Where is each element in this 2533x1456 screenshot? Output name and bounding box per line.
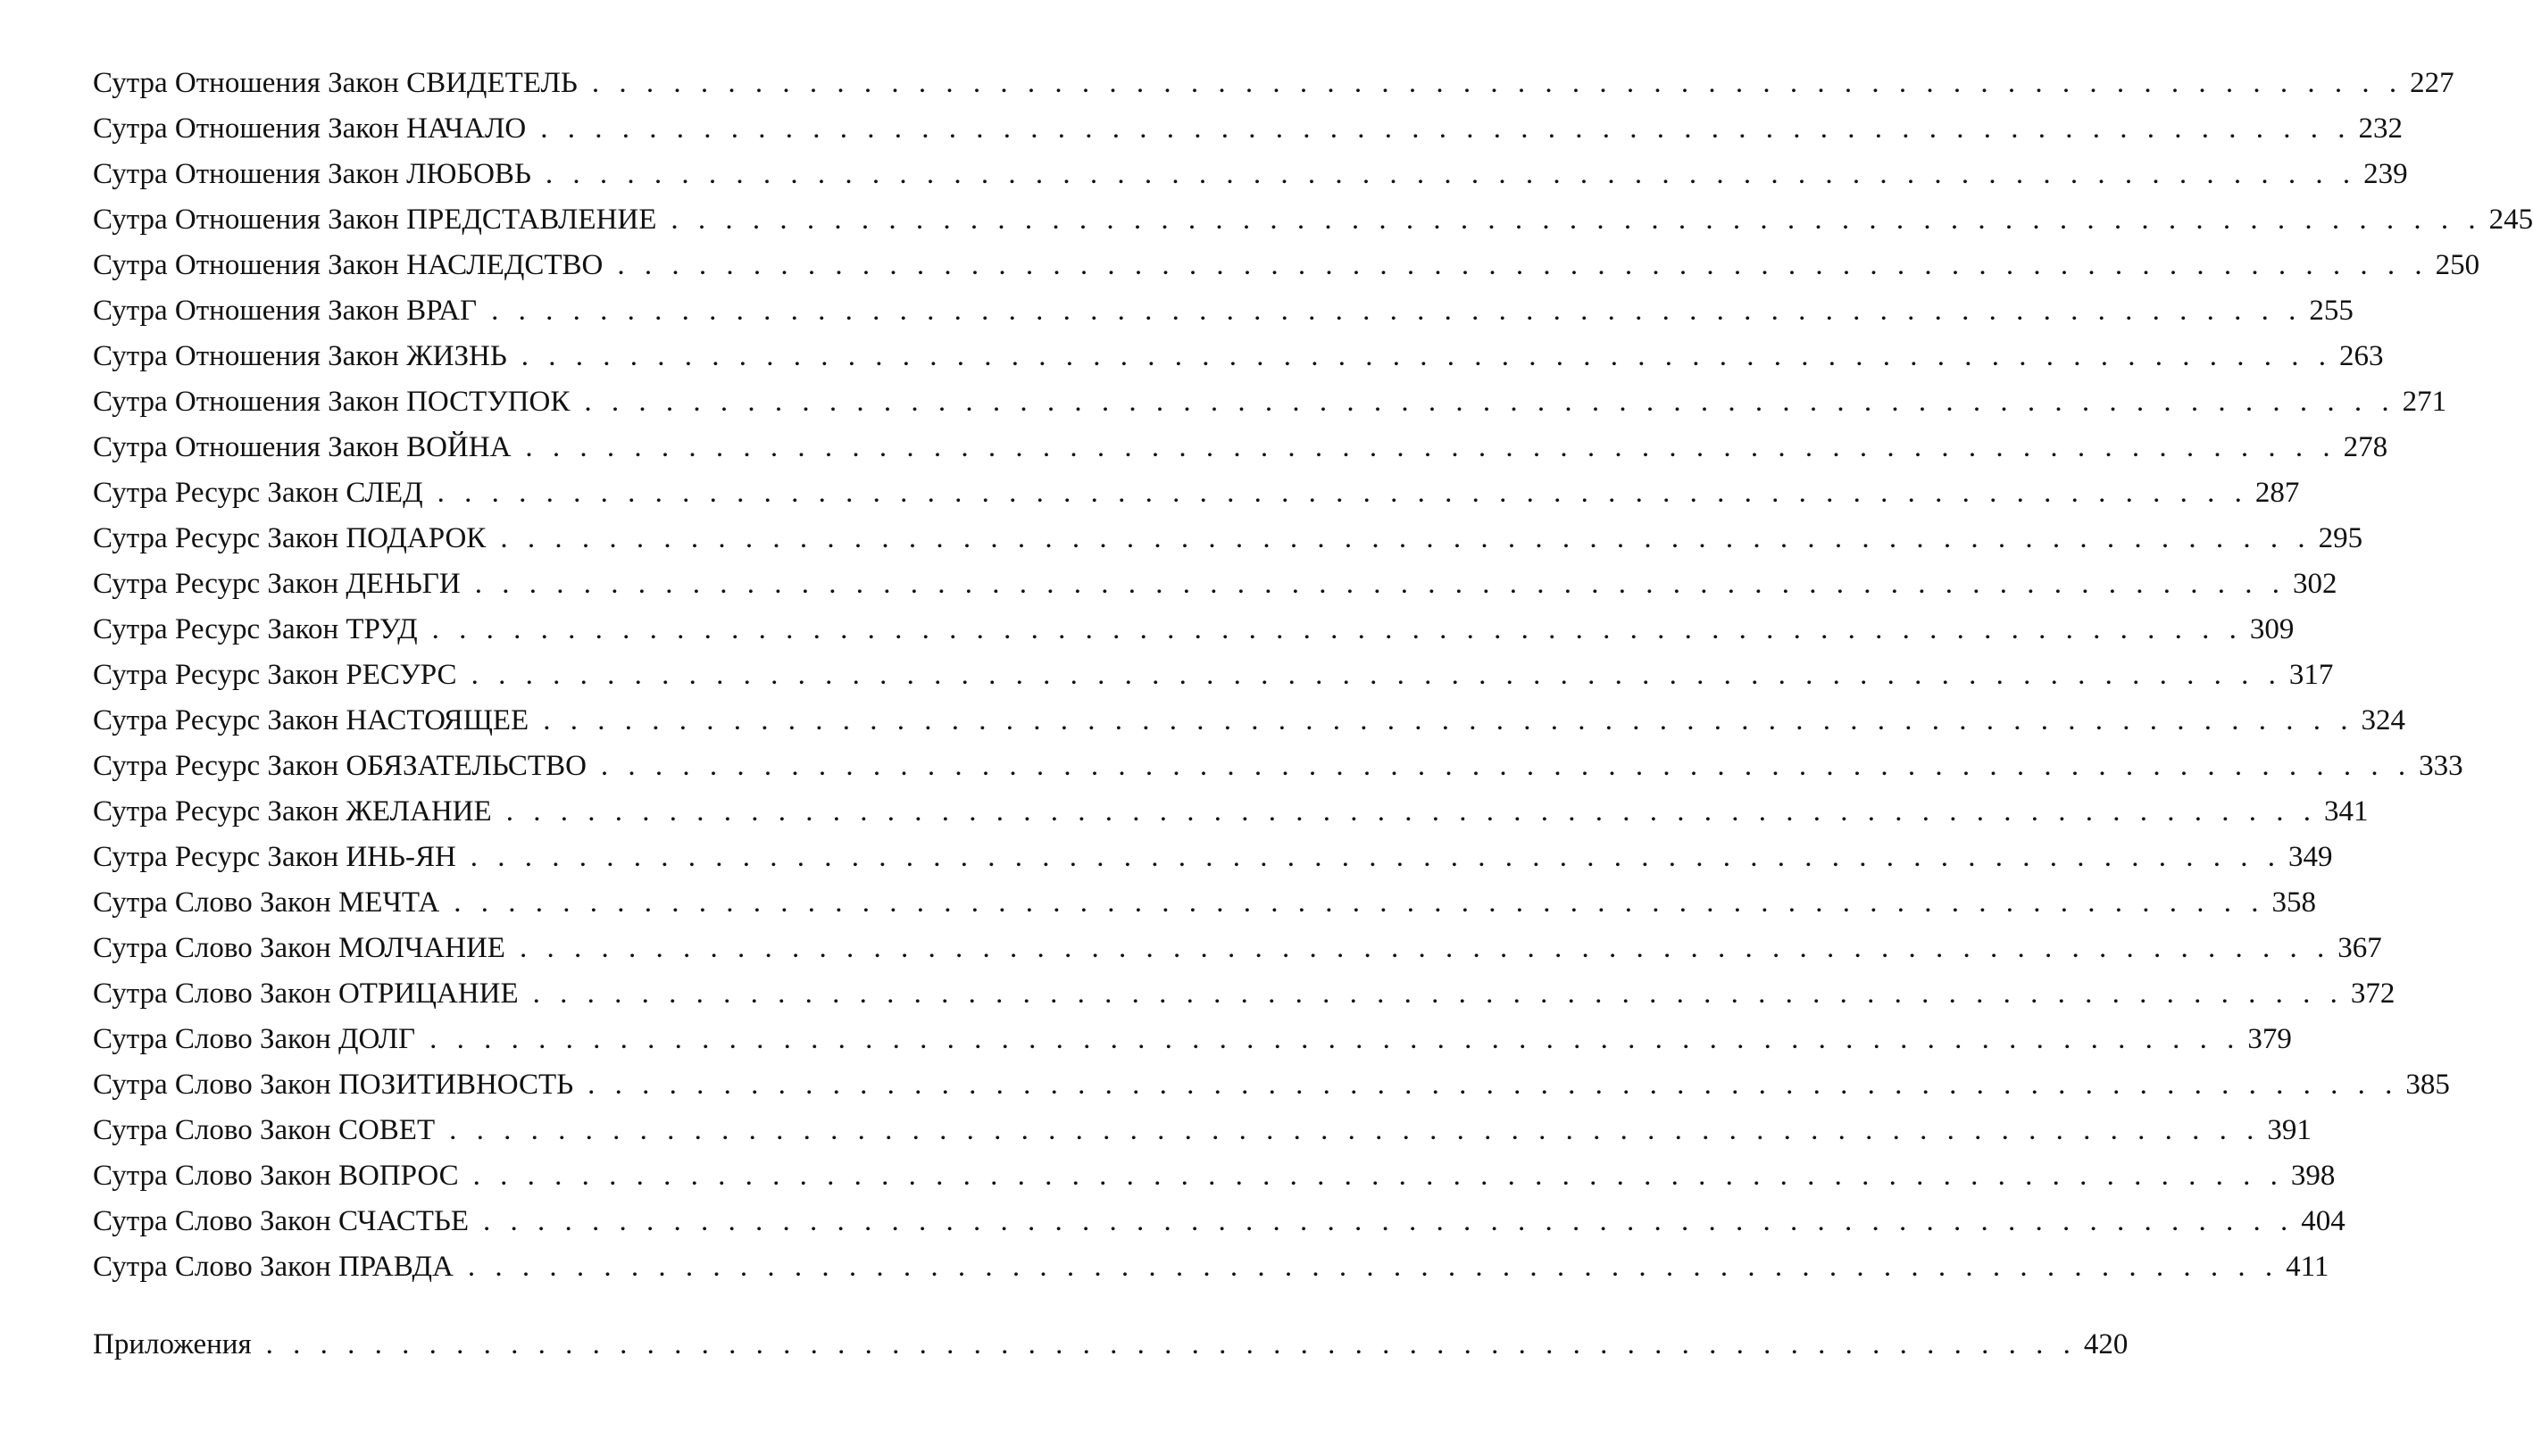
toc-dot-leader: . . . . . . . . . . . . . . . . . . . . . . . . . . . . . . . . . . . . . . . . . . . . . . . . . . . . . . . . . . . . . . . . . . . — [454, 886, 2265, 919]
toc-dot-leader: . . . . . . . . . . . . . . . . . . . . . . . . . . . . . . . . . . . . . . . . . . . . . . . . . . . . . . . . . . . . . . . . . . . — [525, 431, 2337, 463]
toc-entry-page: 263 — [2339, 340, 2384, 372]
toc-entry — [93, 1199, 2346, 1244]
toc-entry-page: 317 — [2288, 659, 2334, 691]
toc-entry — [93, 926, 2382, 971]
toc-entry — [93, 562, 2337, 607]
toc-entry-page: 227 — [2410, 67, 2454, 99]
toc-entry-page: 379 — [2247, 1023, 2292, 1055]
toc-dot-leader: . . . . . . . . . . . . . . . . . . . . . . . . . . . . . . . . . . . . . . . . . . . . . . . . . . . . . . . . . . . . . . . . . . . — [472, 1160, 2284, 1192]
toc-entry-page: 239 — [2363, 158, 2408, 190]
toc-entry-page: 255 — [2309, 295, 2354, 327]
toc-entry-title: Сутра Ресурс Закон ТРУД — [93, 613, 418, 645]
toc-dot-leader: . . . . . . . . . . . . . . . . . . . . . . . . . . . . . . . . . . . . . . . . . . . . . . . . . . . . . . . . . . . . . . . . . . . — [265, 1328, 2077, 1360]
toc-entry — [93, 1017, 2292, 1062]
toc-entry-page: 271 — [2402, 386, 2447, 418]
toc-entry-page: 420 — [2083, 1328, 2129, 1360]
toc-entry — [93, 106, 2403, 152]
toc-entry-page: 385 — [2405, 1069, 2450, 1101]
toc-entry — [93, 516, 2363, 562]
toc-entry-title: Сутра Отношения Закон СВИДЕТЕЛЬ — [93, 67, 578, 99]
toc-entry-title: Сутра Отношения Закон ЛЮБОВЬ — [93, 158, 531, 190]
toc-entry — [93, 653, 2334, 698]
toc-entry-page: 404 — [2301, 1205, 2346, 1237]
toc-dot-leader: . . . . . . . . . . . . . . . . . . . . . . . . . . . . . . . . . . . . . . . . . . . . . . . . . . . . . . . . . . . . . . . . . . . — [491, 295, 2303, 327]
toc-dot-leader: . . . . . . . . . . . . . . . . . . . . . . . . . . . . . . . . . . . . . . . . . . . . . . . . . . . . . . . . . . . . . . . . . . . — [429, 1023, 2241, 1055]
toc-dot-leader: . . . . . . . . . . . . . . . . . . . . . . . . . . . . . . . . . . . . . . . . . . . . . . . . . . . . . . . . . . . . . . . . . . . — [600, 750, 2412, 782]
toc-entry-title: Сутра Ресурс Закон ДЕНЬГИ — [93, 568, 461, 600]
toc-entry-title: Сутра Слово Закон ВОПРОС — [93, 1160, 459, 1192]
toc-dot-leader: . . . . . . . . . . . . . . . . . . . . . . . . . . . . . . . . . . . . . . . . . . . . . . . . . . . . . . . . . . . . . . . . . . . — [505, 795, 2317, 828]
toc-entry-page: 278 — [2343, 431, 2388, 463]
toc-entry — [93, 61, 2454, 106]
toc-entry — [93, 1244, 2329, 1290]
toc-dot-leader: . . . . . . . . . . . . . . . . . . . . . . . . . . . . . . . . . . . . . . . . . . . . . . . . . . . . . . . . . . . . . . . . . . . — [483, 1205, 2295, 1237]
toc-dot-leader: . . . . . . . . . . . . . . . . . . . . . . . . . . . . . . . . . . . . . . . . . . . . . . . . . . . . . . . . . . . . . . . . . . . — [584, 386, 2396, 418]
toc-entry-title: Сутра Отношения Закон ЖИЗНЬ — [93, 340, 507, 372]
toc-dot-leader: . . . . . . . . . . . . . . . . . . . . . . . . . . . . . . . . . . . . . . . . . . . . . . . . . . . . . . . . . . . . . . . . . . . — [467, 1251, 2279, 1283]
toc-entry-title: Сутра Слово Закон ПРАВДА — [93, 1251, 454, 1283]
toc-dot-leader: . . . . . . . . . . . . . . . . . . . . . . . . . . . . . . . . . . . . . . . . . . . . . . . . . . . . . . . . . . . . . . . . . . . — [540, 112, 2352, 145]
toc-entry-page: 391 — [2267, 1114, 2312, 1146]
toc-dot-leader: . . . . . . . . . . . . . . . . . . . . . . . . . . . . . . . . . . . . . . . . . . . . . . . . . . . . . . . . . . . . . . . . . . . — [617, 249, 2429, 281]
toc-entry-page: 245 — [2488, 204, 2533, 236]
toc-entry-title: Сутра Отношения Закон ПОСТУПОК — [93, 386, 571, 418]
toc-entry — [93, 470, 2300, 516]
toc-entry — [93, 152, 2408, 197]
toc-entry-title: Сутра Ресурс Закон ИНЬ-ЯН — [93, 841, 456, 873]
toc-entry — [93, 789, 2369, 835]
toc-entry-title: Сутра Ресурс Закон ПОДАРОК — [93, 522, 487, 554]
toc-dot-leader: . . . . . . . . . . . . . . . . . . . . . . . . . . . . . . . . . . . . . . . . . . . . . . . . . . . . . . . . . . . . . . . . . . . — [471, 659, 2282, 691]
toc-entry — [93, 334, 2384, 379]
toc-dot-leader: . . . . . . . . . . . . . . . . . . . . . . . . . . . . . . . . . . . . . . . . . . . . . . . . . . . . . . . . . . . . . . . . . . . — [500, 522, 2312, 554]
toc-entry — [93, 425, 2388, 470]
toc-entry-title: Сутра Ресурс Закон ОБЯЗАТЕЛЬСТВО — [93, 750, 587, 782]
toc-entries — [93, 61, 2533, 1290]
toc-dot-leader: . . . . . . . . . . . . . . . . . . . . . . . . . . . . . . . . . . . . . . . . . . . . . . . . . . . . . . . . . . . . . . . . . . . — [474, 568, 2286, 600]
toc-dot-leader: . . . . . . . . . . . . . . . . . . . . . . . . . . . . . . . . . . . . . . . . . . . . . . . . . . . . . . . . . . . . . . . . . . . — [449, 1114, 2261, 1146]
toc-entry-title: Сутра Слово Закон ПОЗИТИВНОСТЬ — [93, 1069, 574, 1101]
toc-entry — [93, 698, 2405, 744]
toc-entry — [93, 835, 2333, 880]
toc-entry-page: 358 — [2271, 886, 2316, 919]
toc-entry-title: Сутра Ресурс Закон СЛЕД — [93, 477, 423, 509]
toc-dot-leader: . . . . . . . . . . . . . . . . . . . . . . . . . . . . . . . . . . . . . . . . . . . . . . . . . . . . . . . . . . . . . . . . . . . — [519, 932, 2331, 964]
toc-entry-title: Сутра Отношения Закон ВОЙНА — [93, 431, 512, 463]
toc-entry-title: Сутра Слово Закон МОЛЧАНИЕ — [93, 932, 505, 964]
toc-entry-title: Сутра Отношения Закон НАЧАЛО — [93, 112, 527, 145]
toc-entry-title: Сутра Слово Закон ДОЛГ — [93, 1023, 416, 1055]
toc-entry-page: 367 — [2337, 932, 2382, 964]
toc-dot-leader: . . . . . . . . . . . . . . . . . . . . . . . . . . . . . . . . . . . . . . . . . . . . . . . . . . . . . . . . . . . . . . . . . . . — [521, 340, 2333, 372]
toc-dot-leader: . . . . . . . . . . . . . . . . . . . . . . . . . . . . . . . . . . . . . . . . . . . . . . . . . . . . . . . . . . . . . . . . . . . — [587, 1069, 2399, 1101]
toc-entry-page: 341 — [2323, 795, 2369, 828]
toc-entry-page: 309 — [2249, 613, 2295, 645]
toc-dot-leader: . . . . . . . . . . . . . . . . . . . . . . . . . . . . . . . . . . . . . . . . . . . . . . . . . . . . . . . . . . . . . . . . . . . — [591, 67, 2404, 99]
toc-entry-page: 372 — [2350, 978, 2396, 1010]
toc-dot-leader: . . . . . . . . . . . . . . . . . . . . . . . . . . . . . . . . . . . . . . . . . . . . . . . . . . . . . . . . . . . . . . . . . . . — [470, 841, 2282, 873]
toc-entry — [93, 744, 2463, 789]
toc-entry-page: 232 — [2358, 112, 2403, 145]
toc-dot-leader: . . . . . . . . . . . . . . . . . . . . . . . . . . . . . . . . . . . . . . . . . . . . . . . . . . . . . . . . . . . . . . . . . . . — [543, 704, 2354, 736]
toc-entry-appendix — [93, 1322, 2129, 1368]
toc-dot-leader: . . . . . . . . . . . . . . . . . . . . . . . . . . . . . . . . . . . . . . . . . . . . . . . . . . . . . . . . . . . . . . . . . . . — [671, 204, 2482, 236]
toc-entry-page: 295 — [2318, 522, 2363, 554]
toc-entry — [93, 1062, 2450, 1108]
toc-entry-page: 349 — [2288, 841, 2333, 873]
toc-entry — [93, 379, 2447, 425]
toc-entry-page: 333 — [2419, 750, 2463, 782]
toc-entry-title: Приложения — [93, 1328, 252, 1360]
toc-entry-title: Сутра Слово Закон СОВЕТ — [93, 1114, 436, 1146]
toc-entry-title: Сутра Слово Закон СЧАСТЬЕ — [93, 1205, 470, 1237]
toc-entry — [93, 243, 2480, 288]
toc-dot-leader: . . . . . . . . . . . . . . . . . . . . . . . . . . . . . . . . . . . . . . . . . . . . . . . . . . . . . . . . . . . . . . . . . . . — [437, 477, 2248, 509]
toc-entry-page: 250 — [2435, 249, 2480, 281]
toc-entry-page: 302 — [2292, 568, 2337, 600]
toc-entry-title: Сутра Слово Закон ОТРИЦАНИЕ — [93, 978, 519, 1010]
toc-dot-leader: . . . . . . . . . . . . . . . . . . . . . . . . . . . . . . . . . . . . . . . . . . . . . . . . . . . . . . . . . . . . . . . . . . . — [532, 978, 2344, 1010]
toc-entry — [93, 971, 2396, 1017]
toc-entry — [93, 288, 2354, 334]
toc-entry — [93, 607, 2295, 653]
toc-entry-page: 287 — [2254, 477, 2300, 509]
toc-entry-page: 324 — [2361, 704, 2405, 736]
table-of-contents — [93, 61, 2533, 1368]
toc-entry — [93, 1153, 2336, 1199]
toc-entry-title: Сутра Ресурс Закон ЖЕЛАНИЕ — [93, 795, 492, 828]
toc-entry-title: Сутра Ресурс Закон НАСТОЯЩЕЕ — [93, 704, 529, 736]
toc-gap — [93, 1290, 800, 1322]
toc-dot-leader: . . . . . . . . . . . . . . . . . . . . . . . . . . . . . . . . . . . . . . . . . . . . . . . . . . . . . . . . . . . . . . . . . . . — [545, 158, 2357, 190]
toc-entry-title: Сутра Ресурс Закон РЕСУРС — [93, 659, 457, 691]
toc-entry-title: Сутра Отношения Закон ВРАГ — [93, 295, 478, 327]
toc-entry — [93, 880, 2316, 926]
toc-entry-title: Сутра Отношения Закон ПРЕДСТАВЛЕНИЕ — [93, 204, 657, 236]
toc-entry-title: Сутра Слово Закон МЕЧТА — [93, 886, 440, 919]
toc-entry-page: 411 — [2286, 1251, 2329, 1283]
toc-dot-leader: . . . . . . . . . . . . . . . . . . . . . . . . . . . . . . . . . . . . . . . . . . . . . . . . . . . . . . . . . . . . . . . . . . . — [431, 613, 2243, 645]
toc-entry-page: 398 — [2290, 1160, 2336, 1192]
toc-entry — [93, 1108, 2312, 1153]
toc-entry-title: Сутра Отношения Закон НАСЛЕДСТВО — [93, 249, 604, 281]
toc-entry — [93, 197, 2533, 243]
